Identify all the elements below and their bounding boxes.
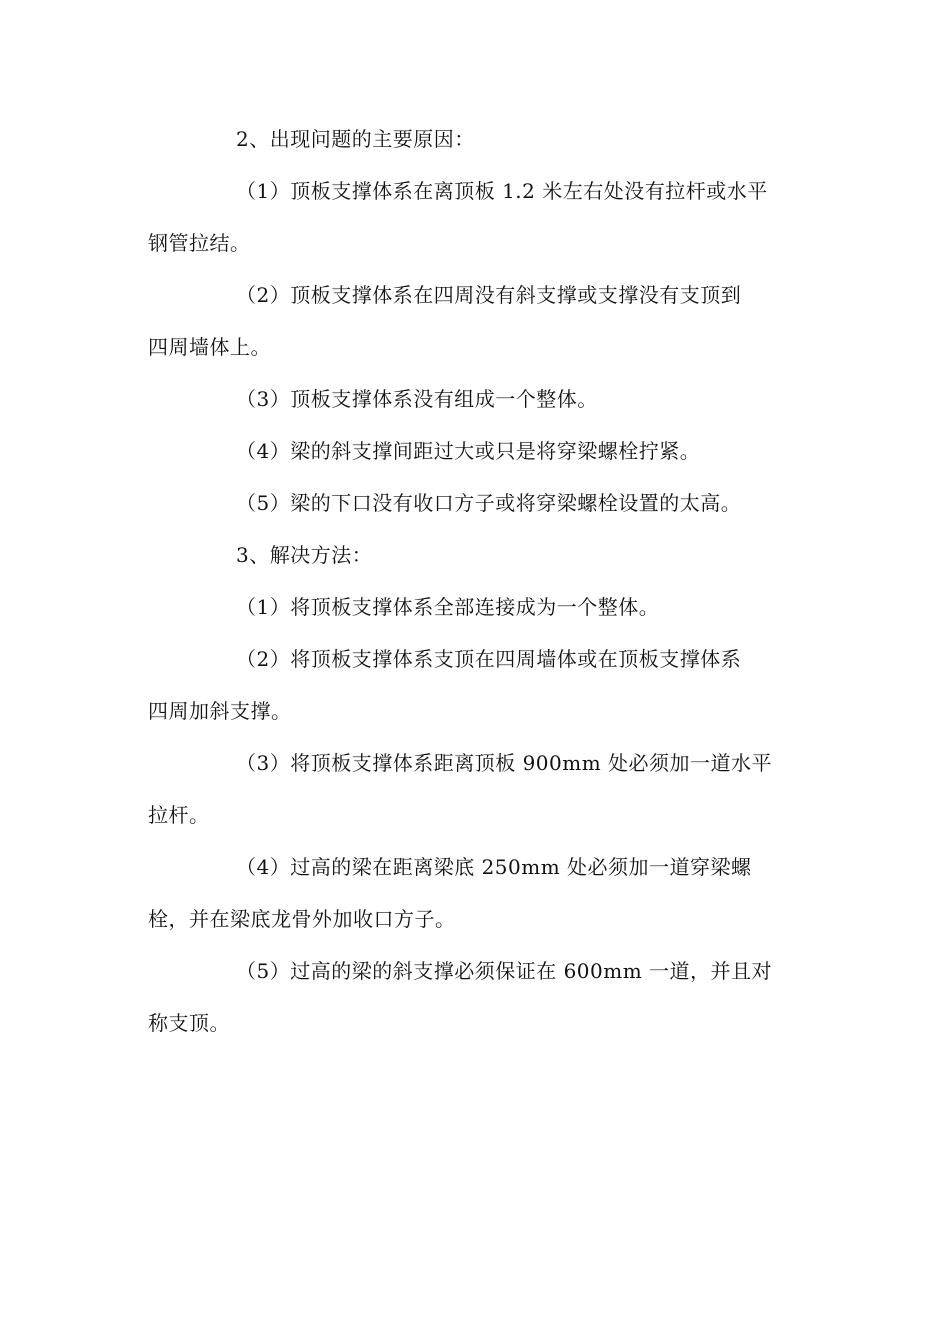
paragraph-solution-2-line-1: （2）将顶板支撑体系支顶在四周墙体或在顶板支撑体系 <box>236 647 742 671</box>
paragraph-solution-4-line-2: 栓，并在梁底龙骨外加收口方子。 <box>148 907 456 931</box>
paragraph-solution-1: （1）将顶板支撑体系全部连接成为一个整体。 <box>236 595 660 619</box>
paragraph-solution-4-line-1: （4）过高的梁在距离梁底 250mm 处必须加一道穿梁螺 <box>236 855 752 879</box>
paragraph-solution-5-line-2: 称支顶。 <box>148 1011 230 1035</box>
paragraph-solution-2-line-2: 四周加斜支撑。 <box>148 699 292 723</box>
paragraph-solution-3-line-1: （3）将顶板支撑体系距离顶板 900mm 处必须加一道水平 <box>236 751 773 775</box>
paragraph-cause-3: （3）顶板支撑体系没有组成一个整体。 <box>236 387 598 411</box>
paragraph-cause-4: （4）梁的斜支撑间距过大或只是将穿梁螺栓拧紧。 <box>236 439 701 463</box>
paragraph-solution-5-line-1: （5）过高的梁的斜支撑必须保证在 600mm 一道，并且对 <box>236 959 773 983</box>
section-heading-solutions: 3、解决方法： <box>236 543 373 567</box>
section-heading-causes: 2、出现问题的主要原因： <box>236 127 475 151</box>
paragraph-cause-2-line-2: 四周墙体上。 <box>148 335 271 359</box>
paragraph-cause-1-line-1: （1）顶板支撑体系在离顶板 1.2 米左右处没有拉杆或水平 <box>236 179 768 203</box>
paragraph-cause-1-line-2: 钢管拉结。 <box>148 231 251 255</box>
paragraph-cause-2-line-1: （2）顶板支撑体系在四周没有斜支撑或支撑没有支顶到 <box>236 283 742 307</box>
paragraph-cause-5: （5）梁的下口没有收口方子或将穿梁螺栓设置的太高。 <box>236 491 742 515</box>
paragraph-solution-3-line-2: 拉杆。 <box>148 803 210 827</box>
